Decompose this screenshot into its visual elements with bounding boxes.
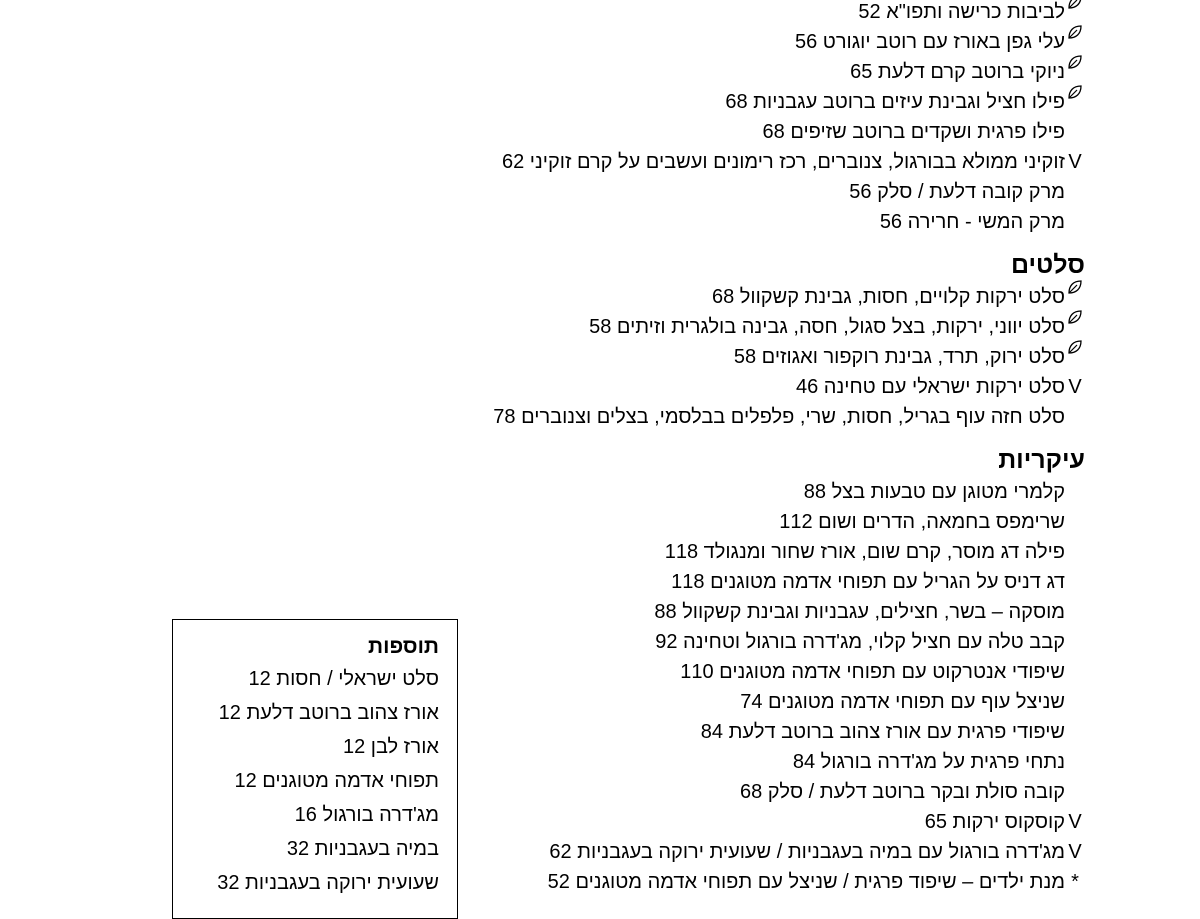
extra-item: אורז לבן 12: [342, 736, 439, 758]
kids-mark: *: [1071, 871, 1079, 893]
menu-item: [385, 27, 1085, 57]
menu-main-column: [385, 0, 1085, 897]
extra-item: אורז צהוב ברוטב דלעת 12: [218, 702, 439, 724]
vegan-mark: V: [1068, 376, 1082, 398]
menu-item-text: מנת ילדים – שיפוד פרגית / שניצל עם תפוחי אדמה מטוגנים 52: [547, 871, 1065, 893]
extras-list: [173, 662, 439, 900]
menu-item: [385, 282, 1085, 312]
section-heading: סלטים: [1011, 251, 1085, 279]
menu-item: [385, 87, 1085, 117]
menu-item-text: שרימפס בחמאה, הדרים ושום 112: [779, 511, 1065, 533]
menu-item: [385, 477, 1085, 507]
menu-item-text: שיפודי פרגית עם אורז צהוב ברוטב דלעת 84: [700, 721, 1065, 743]
menu-item: [385, 867, 1085, 897]
menu-item-text: שניצל עוף עם תפוחי אדמה מטוגנים 74: [740, 691, 1065, 713]
menu-item: [385, 657, 1085, 687]
vegan-mark: V: [1068, 151, 1082, 173]
menu-item-text: פילו חציל וגבינת עיזים ברוטב עגבניות 68: [725, 91, 1065, 113]
menu-item: [385, 687, 1085, 717]
menu-item-text: סלט חזה עוף בגריל, חסות, שרי, פלפלים בבלסמי, בצלים וצנוברים 78: [493, 406, 1065, 428]
menu-item: [385, 372, 1085, 402]
menu-item: [385, 507, 1085, 537]
menu-item: [385, 837, 1085, 867]
menu-item-text: לביבות כרישה ותפו"א 52: [858, 1, 1065, 23]
extra-item: במיה בעגבניות 32: [286, 838, 439, 860]
leaf-icon: [1065, 87, 1085, 117]
menu-item-text: דג דניס על הגריל עם תפוחי אדמה מטוגנים 118: [671, 571, 1065, 593]
menu-item: [385, 402, 1085, 432]
menu-item: [385, 537, 1085, 567]
menu-item-text: פילה דג מוסר, קרם שום, אורז שחור ומנגולד 118: [664, 541, 1065, 563]
leaf-icon: [1065, 282, 1085, 312]
vegan-mark: V: [1068, 841, 1082, 863]
leaf-icon: [1065, 312, 1085, 342]
menu-item-text: נתחי פרגית על מג'דרה בורגול 84: [792, 751, 1065, 773]
menu-item-text: זוקיני ממולא בבורגול, צנוברים, רכז רימונים ועשבים על קרם זוקיני 62: [501, 151, 1065, 173]
leaf-icon: [1065, 57, 1085, 87]
menu-item-text: סלט ירקות קלויים, חסות, גבינת קשקוול 68: [712, 286, 1065, 308]
menu-item: [385, 117, 1085, 147]
menu-item-text: ניוקי ברוטב קרם דלעת 65: [850, 61, 1065, 83]
menu-item-text: שיפודי אנטרקוט עם תפוחי אדמה מטוגנים 110: [680, 661, 1065, 683]
extra-item: שעועית ירוקה בעגבניות 32: [217, 872, 439, 894]
menu-item-text: פילו פרגית ושקדים ברוטב שזיפים 68: [762, 121, 1065, 143]
menu-item: [385, 597, 1085, 627]
menu-item-text: סלט ירוק, תרד, גבינת רוקפור ואגוזים 58: [733, 346, 1065, 368]
menu-item-text: קלמרי מטוגן עם טבעות בצל 88: [803, 481, 1065, 503]
menu-item: [385, 807, 1085, 837]
menu-item-text: קבב טלה עם חציל קלוי, מג'דרה בורגול וטחינה 92: [655, 631, 1065, 653]
menu-item-text: סלט יווני, ירקות, בצל סגול, חסה, גבינה בולגרית וזיתים 58: [589, 316, 1065, 338]
extras-box: [172, 619, 458, 919]
menu-item: [385, 747, 1085, 777]
menu-item: [385, 627, 1085, 657]
menu-item-text: קוסקוס ירקות 65: [924, 811, 1065, 833]
menu-item-text: סלט ירקות ישראלי עם טחינה 46: [796, 376, 1065, 398]
leaf-icon: [1065, 342, 1085, 372]
extras-title: תוספות: [368, 635, 439, 658]
leaf-icon: [1065, 27, 1085, 57]
menu-item-text: קובה סולת ובקר ברוטב דלעת / סלק 68: [739, 781, 1065, 803]
menu-item: [385, 312, 1085, 342]
menu-item: [385, 207, 1085, 237]
extra-item: סלט ישראלי / חסות 12: [248, 668, 439, 690]
section-heading: עיקריות: [998, 446, 1085, 474]
menu-item-text: מרק קובה דלעת / סלק 56: [849, 181, 1065, 203]
menu-item: [385, 342, 1085, 372]
menu-item-text: מרק המשי - חרירה 56: [879, 211, 1065, 233]
vegan-mark: V: [1068, 811, 1082, 833]
menu-item-text: מג'דרה בורגול עם במיה בעגבניות / שעועית ירוקה בעגבניות 62: [549, 841, 1065, 863]
menu-item-text: עלי גפן באורז עם רוטב יוגורט 56: [794, 31, 1065, 53]
menu-item: [385, 57, 1085, 87]
extra-item: תפוחי אדמה מטוגנים 12: [234, 770, 439, 792]
menu-item: [385, 777, 1085, 807]
leaf-icon: [1065, 0, 1085, 27]
menu-item: [385, 717, 1085, 747]
menu-item: [385, 177, 1085, 207]
menu-item-text: מוסקה – בשר, חצילים, עגבניות וגבינת קשקוול 88: [654, 601, 1065, 623]
menu-item: [385, 567, 1085, 597]
menu-item: [385, 147, 1085, 177]
menu-item: [385, 0, 1085, 27]
extra-item: מג'דרה בורגול 16: [294, 804, 439, 826]
